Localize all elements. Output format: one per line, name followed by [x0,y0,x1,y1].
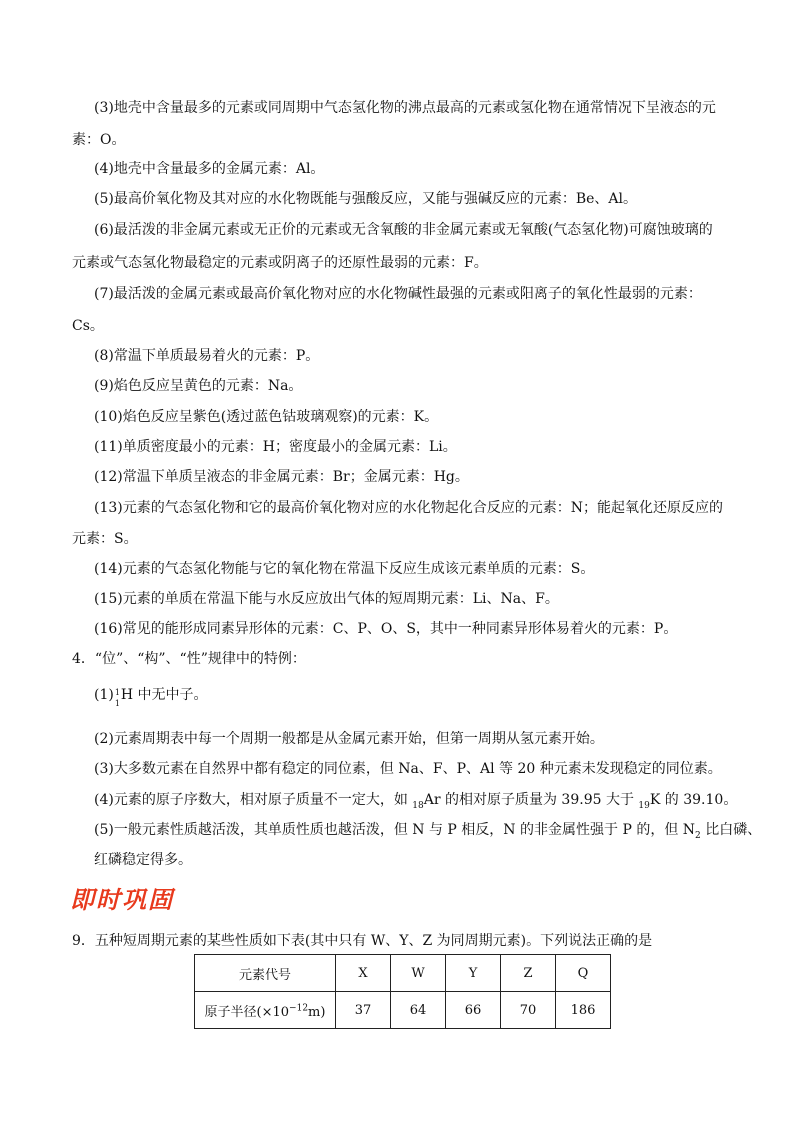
text-line: Cs。 [72,318,104,334]
table-cell: 70 [501,992,556,1029]
text-span: (1) [94,687,114,703]
table-row [195,992,611,1029]
text-line: (5)最高价氧化物及其对应的水化物既能与强酸反应，又能与强碱反应的元素：Be、Al。 [94,191,637,207]
text-line: (11)单质密度最小的元素：H；密度最小的金属元素：Li。 [94,439,457,455]
table-header-cell: 元素代号 [195,955,336,992]
table-row-label [195,992,336,1029]
text-line: (12)常温下单质呈液态的非金属元素：Br；金属元素：Hg。 [94,469,469,485]
table-cell: 64 [391,992,446,1029]
table-header-row [195,955,611,992]
text-line: (10)焰色反应呈紫色(透过蓝色钴玻璃观察)的元素：K。 [94,409,439,425]
question-text: 9．五种短周期元素的某些性质如下表(其中只有 W、Y、Z 为同周期元素)。下列说法正确的是 [72,933,653,949]
text-line: 素：O。 [72,132,126,148]
table-header-cell: W [391,955,446,992]
text-line: 红磷稳定得多。 [94,852,192,868]
table-header-cell: Z [501,955,556,992]
atomic-number: 1 [114,699,120,708]
text-line: (9)焰色反应呈黄色的元素：Na。 [94,378,303,394]
text-line: (13)元素的气态氢化物和它的最高价氧化物对应的水化物起化合反应的元素：N；能起氧化还原反应的 [94,500,723,516]
subscript: 2 [695,830,701,841]
text-span: K 的 39.10。 [649,792,738,808]
atomic-number: 18 [412,800,424,811]
text-span: Ar 的相对原子质量为 39.95 大于 [423,792,639,808]
text-span: 原子半径(×10 [204,1004,290,1020]
text-line: 4．“位”、“构”、“性”规律中的特例： [72,651,306,667]
table-cell: 37 [336,992,391,1029]
text-span: m) [308,1004,326,1020]
text-line: (4)地壳中含量最多的金属元素：Al。 [94,161,325,177]
text-line: (7)最活泼的金属元素或最高价氧化物对应的水化物碱性最强的元素或阳离子的氧化性最弱的元素： [94,286,702,302]
text-line: (15)元素的单质在常温下能与水反应放出气体的短周期元素：Li、Na、F。 [94,591,559,607]
special-case-4 [94,791,737,815]
superscript: −12 [289,1003,309,1014]
text-span: (4)元素的原子序数大，相对原子质量不一定大，如 [94,792,413,808]
text-line: (8)常温下单质最易着火的元素：P。 [94,348,320,364]
special-case-5 [94,821,761,845]
atomic-number: 19 [638,800,650,811]
special-case-3: (3)大多数元素在自然界中都有稳定的同位素，但 Na、F、P、Al 等 20 种元素未发现稳定的同位素。 [94,761,722,777]
text-line: 元素：S。 [72,531,138,547]
special-case-2: (2)元素周期表中每一个周期一般都是从金属元素开始，但第一周期从氢元素开始。 [94,731,604,747]
table-header-cell: Q [556,955,611,992]
text-line: (16)常见的能形成同素异形体的元素：C、P、O、S，其中一种同素异形体易着火的元素：P。 [94,621,678,637]
special-case-1 [94,686,208,708]
isotope-notation [114,688,121,708]
table-header-cell: X [336,955,391,992]
element-properties-table [194,954,611,1029]
text-line: 元素或气态氢化物最稳定的元素或阴离子的还原性最弱的元素：F。 [72,255,488,271]
text-line: (6)最活泼的非金属元素或无正价的元素或无含氧酸的非金属元素或无氧酸(气态氢化物)可腐蚀玻璃的 [94,222,713,238]
table-cell: 66 [446,992,501,1029]
mass-number: 1 [114,688,120,697]
text-span: (5)一般元素性质越活泼，其单质性质也越活泼，但 N 与 P 相反，N 的非金属性强于 P 的，但 N [94,822,696,838]
text-line: (14)元素的气态氢化物能与它的氧化物在常温下反应生成该元素单质的元素：S。 [94,561,595,577]
text-span: 比白磷、 [700,822,762,838]
text-line: (3)地壳中含量最多的元素或同周期中气态氢化物的沸点最高的元素或氢化物在通常情况下呈液态的元 [94,100,716,116]
table-header-cell: Y [446,955,501,992]
table-cell: 186 [556,992,611,1029]
section-title-banner: 即时巩固 [70,886,174,914]
text-span: H 中无中子。 [120,687,208,703]
